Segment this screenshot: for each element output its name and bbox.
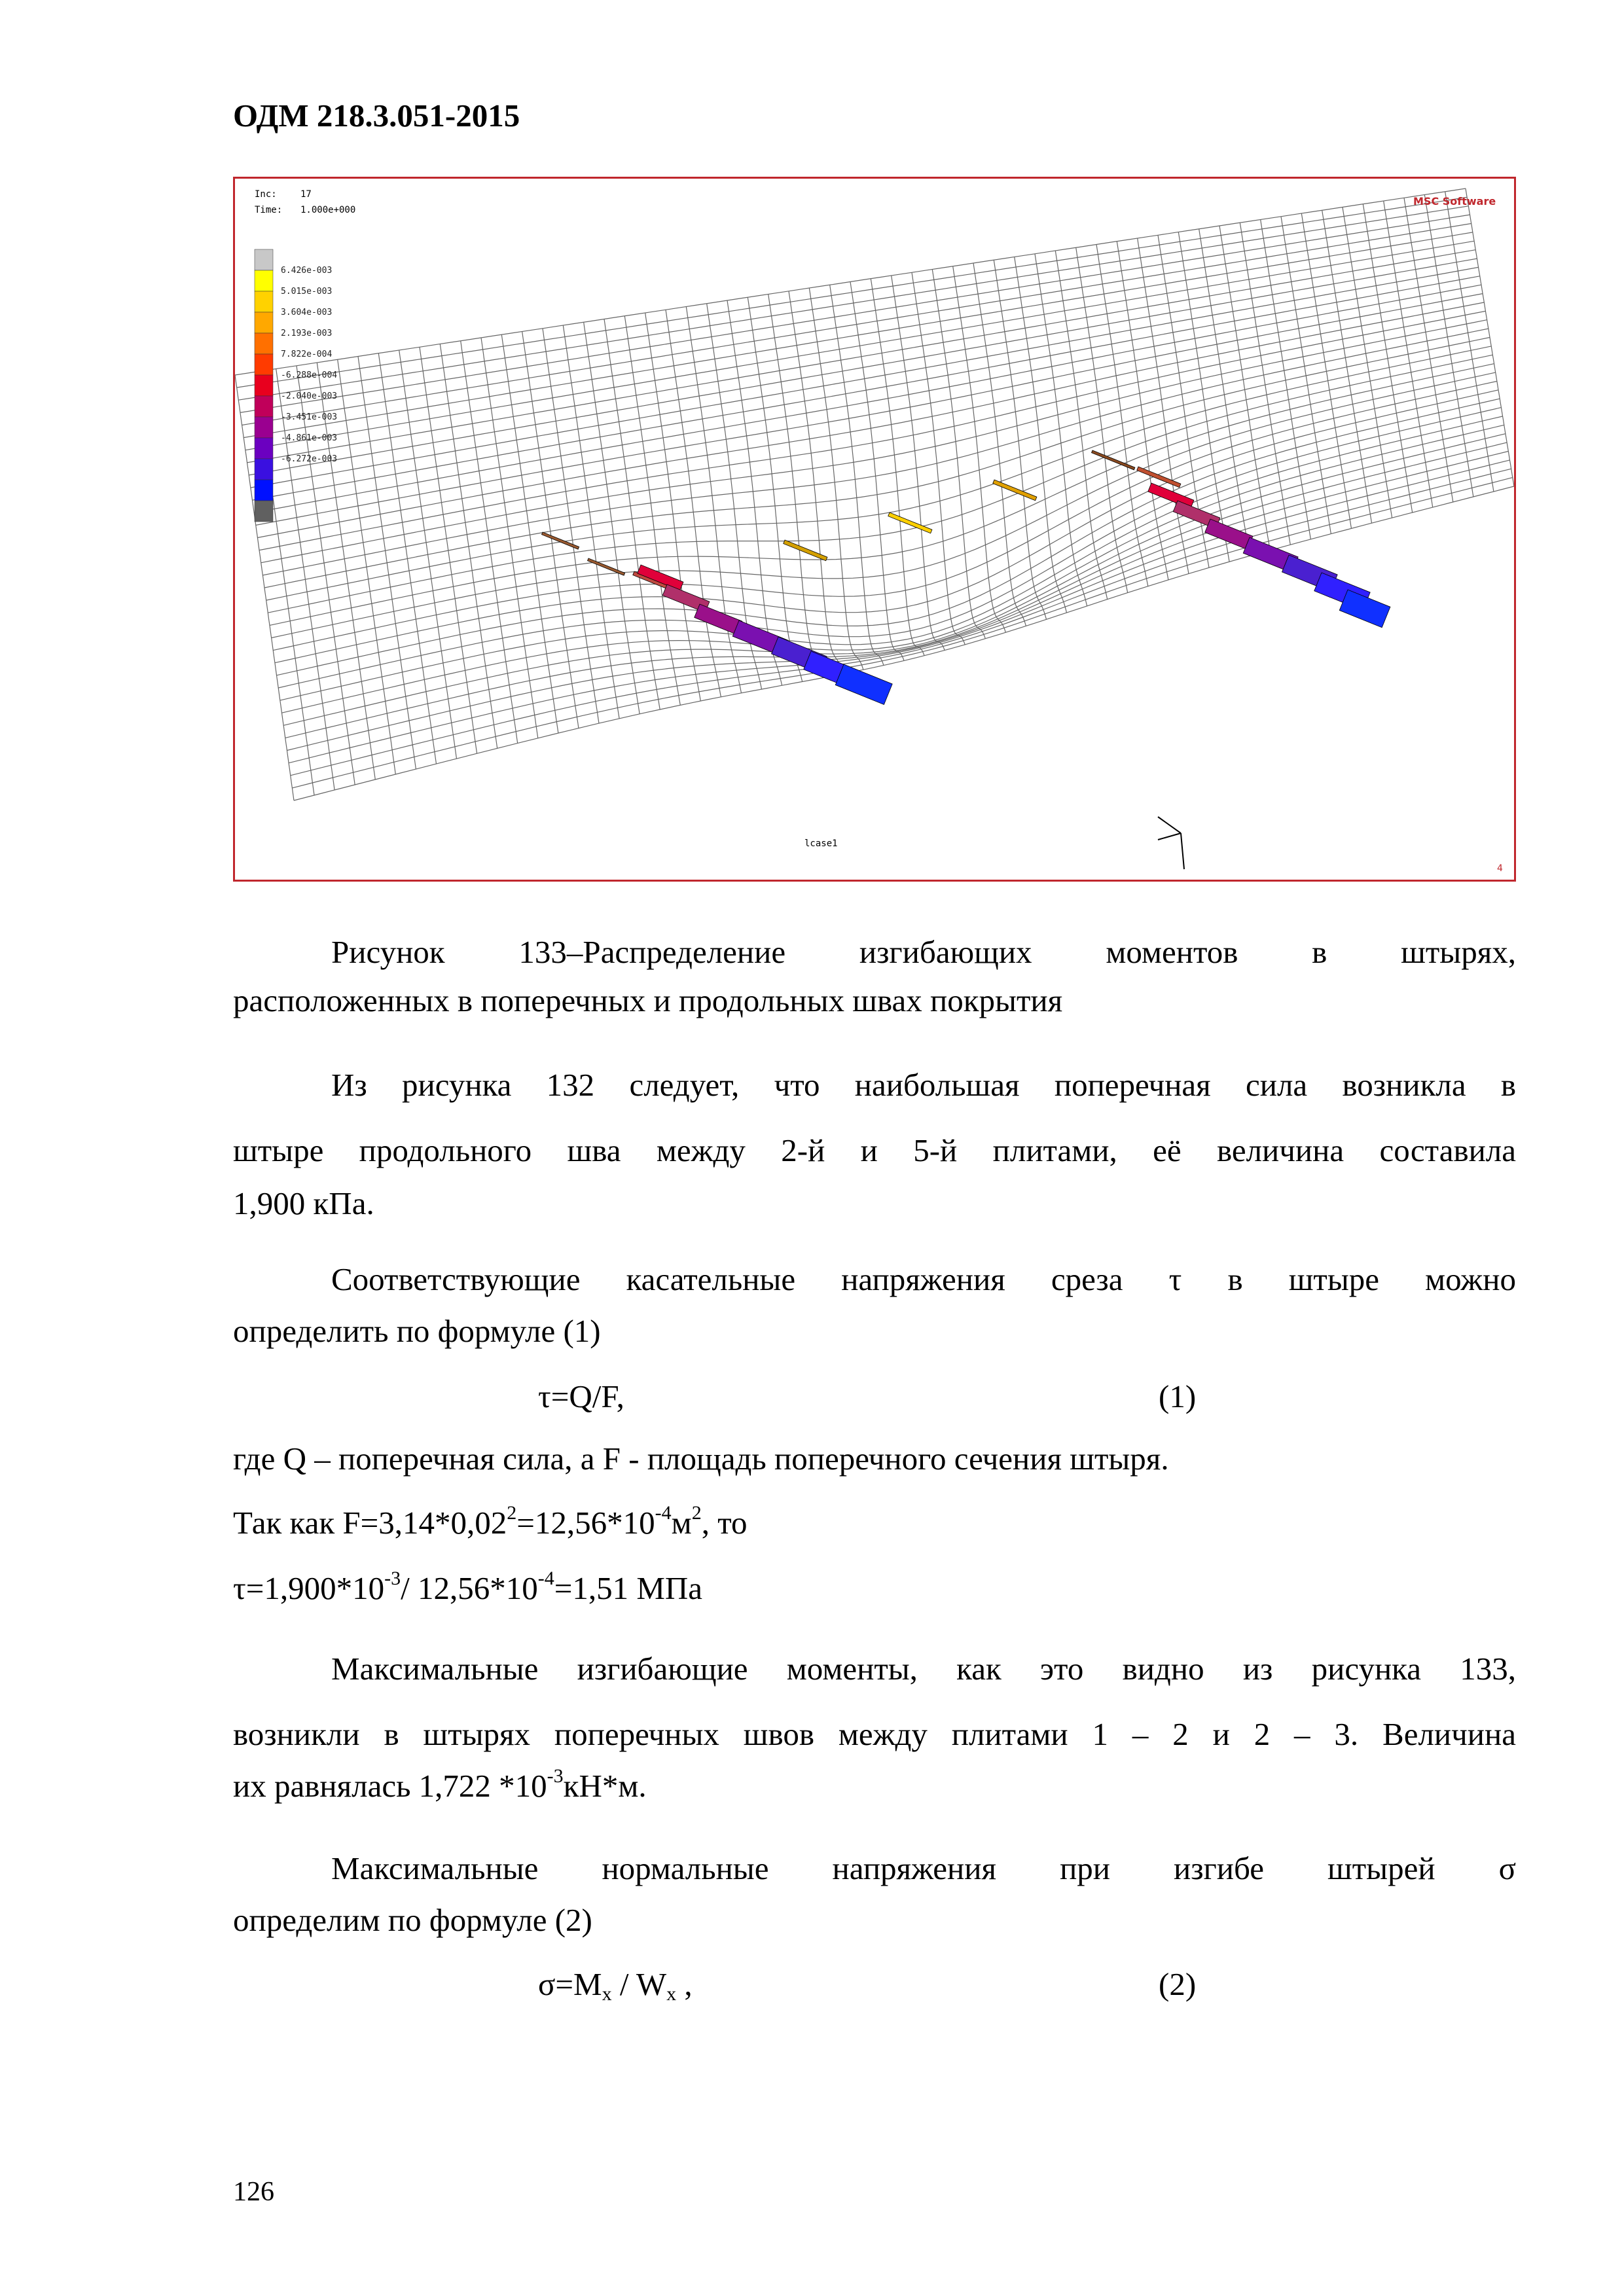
mesh-line (247, 250, 1476, 463)
para3-line-3: их равнялась 1,722 $*10^{-3}кН*м$. (233, 1765, 647, 1804)
mesh-line (1076, 247, 1128, 592)
para2-line-2: определить по формуле (1) (233, 1313, 601, 1349)
para4-line-2: определим по формуле (2) (233, 1902, 592, 1938)
legend-value: -6.272e-003 (281, 454, 338, 464)
dowel-marker (993, 480, 1037, 501)
legend-value: -6.288e-004 (281, 370, 338, 380)
legend-swatch (255, 459, 273, 480)
legend-value: 3.604e-003 (281, 308, 333, 317)
legend-swatch (255, 501, 273, 522)
legend-swatch (255, 480, 273, 501)
time-label: Time: (255, 205, 283, 215)
inc-value: 17 (300, 189, 312, 200)
dowel-marker (888, 512, 932, 533)
para1-line-3: 1,900 кПа. (233, 1185, 374, 1221)
mesh-line (256, 294, 1483, 526)
calc-tau: $\tau=1,900*10^{-3}/$ $12,56*10^{-4}=1,51$ МПа (233, 1568, 703, 1606)
legend-value: -2.040e-003 (281, 391, 338, 401)
axis-triad-icon (1158, 817, 1184, 869)
mesh-line (481, 338, 538, 738)
legend-swatch (255, 270, 273, 291)
mesh-line (1117, 242, 1168, 580)
dowel-marker (1137, 467, 1181, 488)
legend-value: 7.822e-004 (281, 350, 333, 359)
document-code: ОДМ 218.3.051-2015 (233, 98, 520, 134)
mesh-line (461, 341, 518, 744)
where-definition: где Q – поперечная сила, а F - площадь поперечного сечения штыря. (233, 1441, 1169, 1477)
legend-value: 6.426e-003 (281, 266, 333, 276)
para3-line-2: возникли в штырях поперечных швов между плитами 1 – 2 и 2 – 3. Величина (233, 1716, 1516, 1752)
dowel-marker (835, 664, 892, 704)
color-legend (255, 249, 337, 522)
dowel-marker (784, 540, 827, 561)
fem-plot (235, 179, 1514, 880)
deformed-mesh (235, 188, 1514, 800)
para4-line-1: Максимальные нормальные напряжения при изгибе штырей σ (331, 1850, 1516, 1886)
caption-line-1: Рисунок 133–Распределение изгибающих моментов в штырях, (331, 934, 1516, 970)
mesh-line (645, 313, 701, 701)
mesh-line (254, 285, 1481, 512)
legend-value: 5.015e-003 (281, 287, 333, 296)
mesh-line (257, 302, 1484, 538)
legend-value: -3.451e-003 (281, 412, 338, 422)
legend-swatch (255, 249, 273, 270)
mesh-line (1035, 254, 1087, 606)
formula-2: $\sigma=M_x / W_x$ , (538, 1966, 693, 2005)
msc-logo: MSC Software (1413, 195, 1496, 207)
mesh-line (259, 311, 1485, 550)
para3-line-1: Максимальные изгибающие моменты, как это видно из рисунка 133, (331, 1651, 1516, 1687)
legend-value: -4.861e-003 (281, 433, 338, 443)
mesh-line (953, 266, 1006, 633)
legend-swatch (255, 417, 273, 438)
dowel-marker (542, 532, 579, 549)
mesh-line (624, 316, 680, 706)
mesh-line (1240, 223, 1290, 545)
para2-line-1: Соответствующие касательные напряжения среза τ в штыре можно (331, 1261, 1516, 1297)
page-number: 126 (233, 2177, 274, 2207)
mesh-line (501, 334, 558, 733)
mesh-line (1199, 229, 1250, 556)
corner-mark: 4 (1497, 863, 1503, 874)
formula-1: τ=Q/F, (538, 1378, 624, 1414)
para1-line-1: Из рисунка 132 следует, что наибольшая поперечная сила возникла в (331, 1067, 1516, 1103)
legend-swatch (255, 312, 273, 333)
legend-swatch (255, 375, 273, 396)
legend-swatch (255, 396, 273, 417)
mesh-line (543, 329, 599, 723)
dowel-markers (542, 450, 1390, 704)
legend-value: 2.193e-003 (281, 329, 333, 338)
figure-133 (233, 177, 1516, 882)
mesh-line (244, 232, 1473, 438)
legend-swatch (255, 354, 273, 375)
legend-swatch (255, 333, 273, 354)
para1-line-2: штыре продольного шва между 2-й и 5-й плитами, её величина составила (233, 1132, 1516, 1168)
mesh-line (973, 263, 1026, 626)
loadcase-label: lcase1 (804, 838, 838, 849)
legend-swatch (255, 291, 273, 312)
mesh-line (1015, 257, 1067, 613)
inc-label: Inc: (255, 189, 277, 200)
calc-area: Так как $F=3,14*0,02^2=12,56*10^{-4}м^2$, то (233, 1502, 748, 1541)
formula-1-number: (1) (1159, 1378, 1197, 1414)
mesh-line (240, 215, 1470, 412)
mesh-line (242, 224, 1471, 425)
mesh-line (994, 260, 1046, 619)
formula-2-number: (2) (1159, 1966, 1197, 2002)
mesh-line (1055, 251, 1107, 600)
dowel-marker (1205, 519, 1253, 550)
mesh-line (1261, 220, 1311, 539)
time-value: 1.000e+000 (300, 205, 356, 215)
caption-line-2: расположенных в поперечных и продольных швах покрытия (233, 982, 1063, 1018)
mesh-line (1281, 217, 1331, 534)
legend-swatch (255, 438, 273, 459)
